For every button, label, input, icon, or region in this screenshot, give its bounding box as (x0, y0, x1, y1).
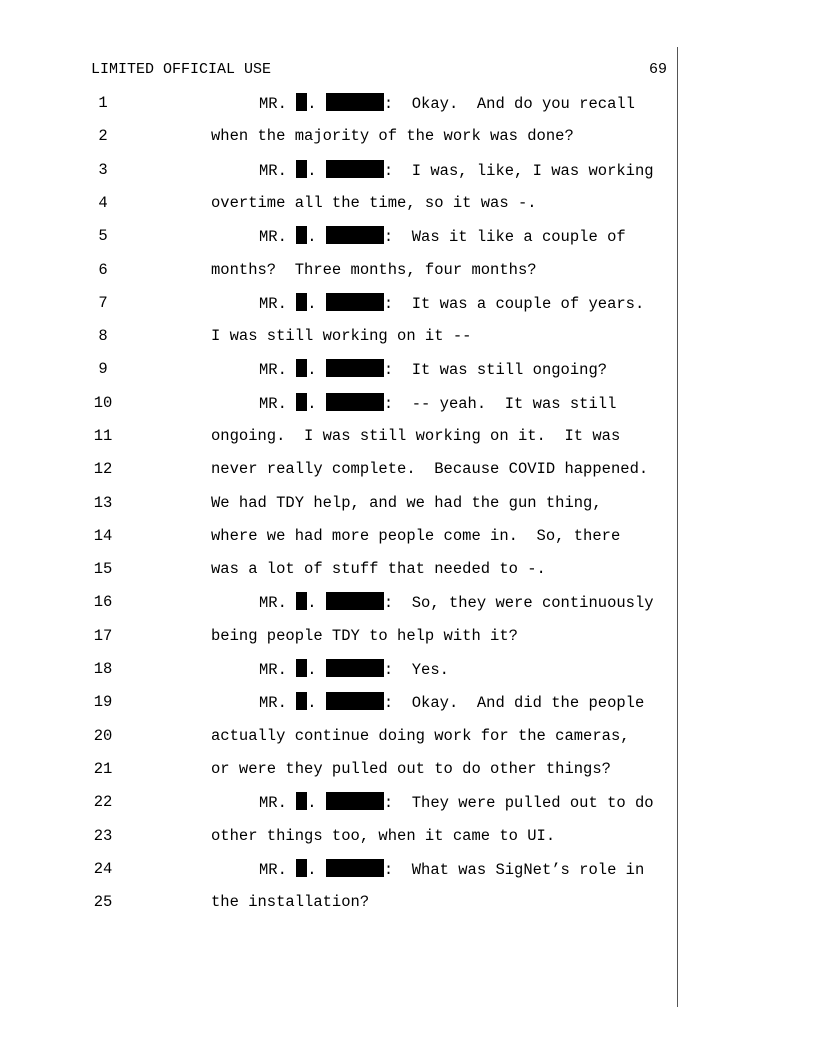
redaction-surname (326, 293, 384, 311)
transcript-line (0, 659, 700, 679)
line-text: : It was still ongoing? (383, 361, 608, 379)
transcript-line (0, 459, 700, 479)
line-text: : It was a couple of years. (383, 295, 645, 313)
line-number: 25 (93, 893, 113, 911)
speaker-title: MR. (259, 594, 287, 612)
speaker-line: MR. . : What was SigNet’s role in (259, 861, 645, 879)
continuation-line (211, 626, 518, 646)
transcript-line (0, 759, 700, 779)
line-text: : -- yeah. It was still (383, 395, 617, 413)
line-number: 8 (98, 327, 108, 345)
redaction-surname (326, 859, 384, 877)
line-number: 14 (93, 527, 113, 545)
line-number: 11 (93, 427, 113, 445)
speaker-line: MR. . : Okay. And do you recall (259, 95, 635, 113)
transcript-line (0, 726, 700, 746)
continuation-line (211, 126, 574, 146)
transcript-line (0, 160, 700, 180)
line-text: was a lot of stuff that needed to -. (211, 560, 546, 578)
speaker-title: MR. (259, 861, 287, 879)
continuation-line (211, 326, 471, 346)
transcript-line (0, 626, 700, 646)
speaker-title: MR. (259, 661, 287, 679)
line-text: : Okay. And did the people (383, 694, 645, 712)
redaction-initial (296, 692, 307, 710)
redaction-surname (326, 93, 384, 111)
continuation-line (211, 726, 630, 746)
line-text: We had TDY help, and we had the gun thing, (211, 494, 602, 512)
speaker-line: MR. . : So, they were continuously (259, 594, 654, 612)
redaction-initial (296, 592, 307, 610)
speaker-line: MR. . : It was a couple of years. (259, 295, 645, 313)
redaction-surname (326, 226, 384, 244)
transcript-line (0, 792, 700, 812)
transcript-line (0, 393, 700, 413)
line-number: 7 (98, 294, 108, 312)
page-number: 69 (649, 61, 668, 78)
transcript-line (0, 359, 700, 379)
redaction-surname (326, 160, 384, 178)
speaker-title: MR. (259, 228, 287, 246)
redaction-initial (296, 359, 307, 377)
speaker-title: MR. (259, 295, 287, 313)
line-text: : What was SigNet’s role in (383, 861, 645, 879)
line-number: 2 (98, 127, 108, 145)
line-text: never really complete. Because COVID happened. (211, 460, 649, 478)
line-text: other things too, when it came to UI. (211, 827, 556, 845)
transcript-line (0, 126, 700, 146)
line-number: 1 (98, 94, 108, 112)
continuation-line (211, 826, 555, 846)
line-text: overtime all the time, so it was -. (211, 194, 537, 212)
security-marking: LIMITED OFFICIAL USE (91, 61, 272, 78)
continuation-line (211, 459, 648, 479)
line-text: : Okay. And do you recall (383, 95, 635, 113)
speaker-line: MR. . : Okay. And did the people (259, 694, 645, 712)
redaction-initial (296, 160, 307, 178)
transcript-line (0, 592, 700, 612)
line-text: I was still working on it -- (211, 327, 472, 345)
transcript-line (0, 426, 700, 446)
line-number: 19 (93, 693, 113, 711)
redaction-surname (326, 659, 384, 677)
redaction-initial (296, 393, 307, 411)
line-text: the installation? (211, 893, 370, 911)
redaction-initial (296, 293, 307, 311)
continuation-line (211, 193, 537, 213)
continuation-line (211, 526, 620, 546)
speaker-line: MR. . : I was, like, I was working (259, 162, 654, 180)
line-number: 15 (93, 560, 113, 578)
continuation-line (211, 493, 602, 513)
line-text: months? Three months, four months? (211, 261, 537, 279)
speaker-title: MR. (259, 361, 287, 379)
transcript-line (0, 193, 700, 213)
line-text: : Was it like a couple of (383, 228, 626, 246)
speaker-title: MR. (259, 162, 287, 180)
line-number: 22 (93, 793, 113, 811)
redaction-surname (326, 592, 384, 610)
speaker-line: MR. . : It was still ongoing? (259, 361, 608, 379)
line-text: : So, they were continuously (383, 594, 654, 612)
speaker-title: MR. (259, 794, 287, 812)
line-number: 5 (98, 227, 108, 245)
line-number: 21 (93, 760, 113, 778)
line-text: or were they pulled out to do other things? (211, 760, 611, 778)
continuation-line (211, 759, 611, 779)
speaker-line: MR. . : Was it like a couple of (259, 228, 626, 246)
speaker-line: MR. . : Yes. (259, 661, 449, 679)
redaction-surname (326, 792, 384, 810)
line-number: 10 (93, 394, 113, 412)
line-number: 13 (93, 494, 113, 512)
transcript-line (0, 326, 700, 346)
line-number: 3 (98, 161, 108, 179)
transcript-line (0, 892, 700, 912)
speaker-line: MR. . : -- yeah. It was still (259, 395, 617, 413)
redaction-initial (296, 859, 307, 877)
speaker-title: MR. (259, 95, 287, 113)
line-number: 9 (98, 360, 108, 378)
line-text: actually continue doing work for the cameras, (211, 727, 630, 745)
line-text: where we had more people come in. So, there (211, 527, 621, 545)
continuation-line (211, 559, 546, 579)
line-number: 23 (93, 827, 113, 845)
continuation-line (211, 892, 369, 912)
continuation-line (211, 260, 537, 280)
line-text: : I was, like, I was working (383, 162, 654, 180)
redaction-initial (296, 226, 307, 244)
speaker-title: MR. (259, 694, 287, 712)
transcript-line (0, 692, 700, 712)
line-text: being people TDY to help with it? (211, 627, 518, 645)
redaction-surname (326, 393, 384, 411)
line-number: 17 (93, 627, 113, 645)
line-text: ongoing. I was still working on it. It was (211, 427, 621, 445)
redaction-surname (326, 359, 384, 377)
line-number: 16 (93, 593, 113, 611)
transcript-line (0, 526, 700, 546)
redaction-surname (326, 692, 384, 710)
transcript-line (0, 493, 700, 513)
transcript-line (0, 293, 700, 313)
redaction-initial (296, 792, 307, 810)
transcript-line (0, 226, 700, 246)
transcript-line (0, 93, 700, 113)
transcript-line (0, 859, 700, 879)
transcript-line (0, 260, 700, 280)
line-number: 4 (98, 194, 108, 212)
line-text: : They were pulled out to do (383, 794, 654, 812)
redaction-initial (296, 93, 307, 111)
line-text: : Yes. (383, 661, 449, 679)
transcript-line (0, 559, 700, 579)
line-number: 20 (93, 727, 113, 745)
speaker-title: MR. (259, 395, 287, 413)
speaker-line: MR. . : They were pulled out to do (259, 794, 654, 812)
continuation-line (211, 426, 620, 446)
line-number: 24 (93, 860, 113, 878)
line-number: 12 (93, 460, 113, 478)
line-number: 18 (93, 660, 113, 678)
redaction-initial (296, 659, 307, 677)
line-number: 6 (98, 261, 108, 279)
line-text: when the majority of the work was done? (211, 127, 574, 145)
transcript-line (0, 826, 700, 846)
